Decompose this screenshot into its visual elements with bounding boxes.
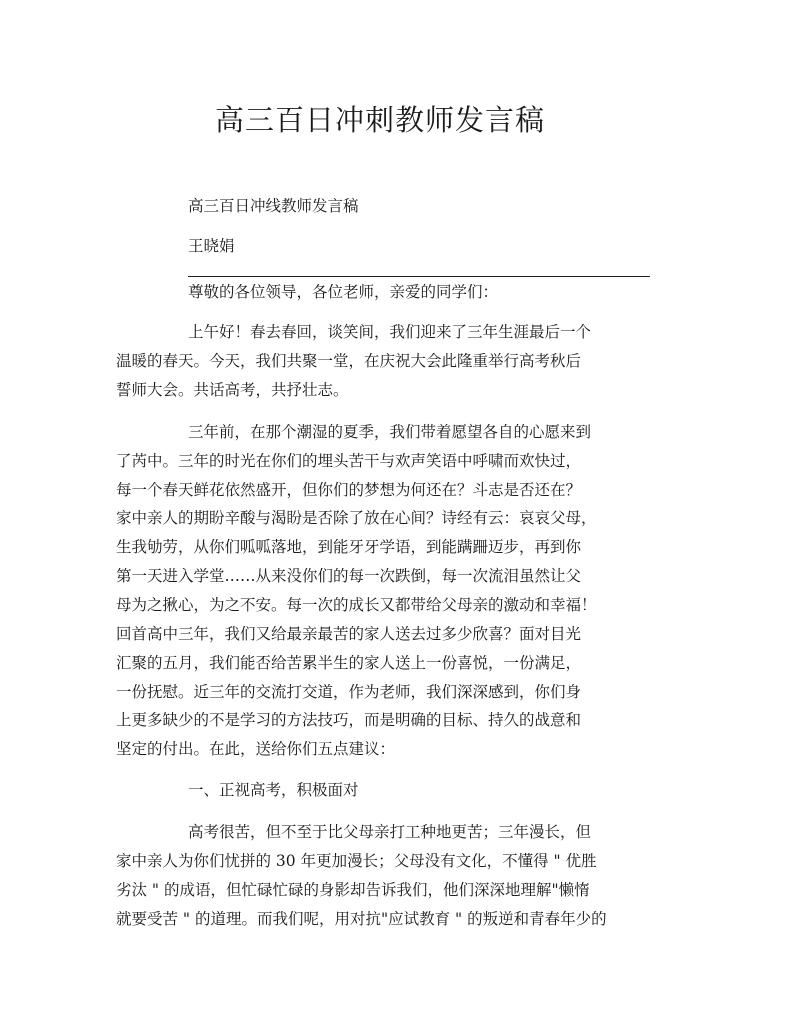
paragraph-line: 上午好！春去春回，谈笑间，我们迎来了三年生涯最后一个 <box>188 323 592 341</box>
paragraph-line: 一份抚慰。近三年的交流打交道，作为老师，我们深深感到，你们身 <box>116 683 582 701</box>
paragraph-line: 家中亲人的期盼辛酸与渴盼是否除了放在心间？诗经有云：哀哀父母， <box>116 509 597 527</box>
paragraph-line: 了芮中。三年的时光在你们的埋头苦干与欢声笑语中呼啸而欢快过， <box>116 452 582 470</box>
paragraph-line: 上更多缺少的不是学习的方法技巧，而是明确的目标、持久的战意和 <box>116 711 582 729</box>
paragraph-line: 高考很苦，但不至于比父母亲打工种地更苦；三年漫长，但 <box>188 823 592 841</box>
salutation: 尊敬的各位领导，各位老师，亲爱的同学们： <box>188 283 499 301</box>
subtitle: 高三百日冲线教师发言稿 <box>188 197 359 215</box>
paragraph-line: 坚定的付出。在此，送给你们五点建议： <box>116 740 396 758</box>
paragraph-line: 劣汰 " 的成语，但忙碌忙碌的身影却告诉我们，他们深深地理解"懒惰 <box>116 881 590 899</box>
paragraph-line: 就要受苦 " 的道理。而我们呢，用对抗"应试教育 " 的叛逆和青春年少的 <box>116 910 607 928</box>
paragraph-line: 温暖的春天。今天，我们共聚一堂，在庆祝大会此隆重举行高考秋后 <box>116 352 582 370</box>
paragraph-line: 汇聚的五月，我们能否给苦累半生的家人送上一份喜悦，一份满足， <box>116 654 582 672</box>
paragraph-line: 第一天进入学堂……从来没你们的每一次跌倒，每一次流泪虽然让父 <box>116 567 582 585</box>
paragraph-line: 家中亲人为你们忧拼的 30 年更加漫长；父母没有文化，不懂得 " 优胜 <box>116 852 597 870</box>
paragraph-line: 每一个春天鲜花依然盛开，但你们的梦想为何还在？斗志是否还在？ <box>116 481 582 499</box>
page-title: 高三百日冲刺教师发言稿 <box>214 103 545 137</box>
divider-line <box>188 276 650 277</box>
paragraph-line: 生我劬劳，从你们呱呱落地，到能牙牙学语，到能蹒跚迈步，再到你 <box>116 538 582 556</box>
paragraph-line: 誓师大会。共话高考，共抒壮志。 <box>116 381 349 399</box>
paragraph-line: 回首高中三年，我们又给最亲最苦的家人送去过多少欣喜？面对目光 <box>116 625 582 643</box>
author-name: 王晓娟 <box>188 237 235 255</box>
section-heading: 一、正视高考，积极面对 <box>188 781 359 799</box>
paragraph-line: 三年前，在那个潮湿的夏季，我们带着愿望各自的心愿来到 <box>188 423 592 441</box>
paragraph-line: 母为之揪心，为之不安。每一次的成长又都带给父母亲的激动和幸福！ <box>116 596 597 614</box>
